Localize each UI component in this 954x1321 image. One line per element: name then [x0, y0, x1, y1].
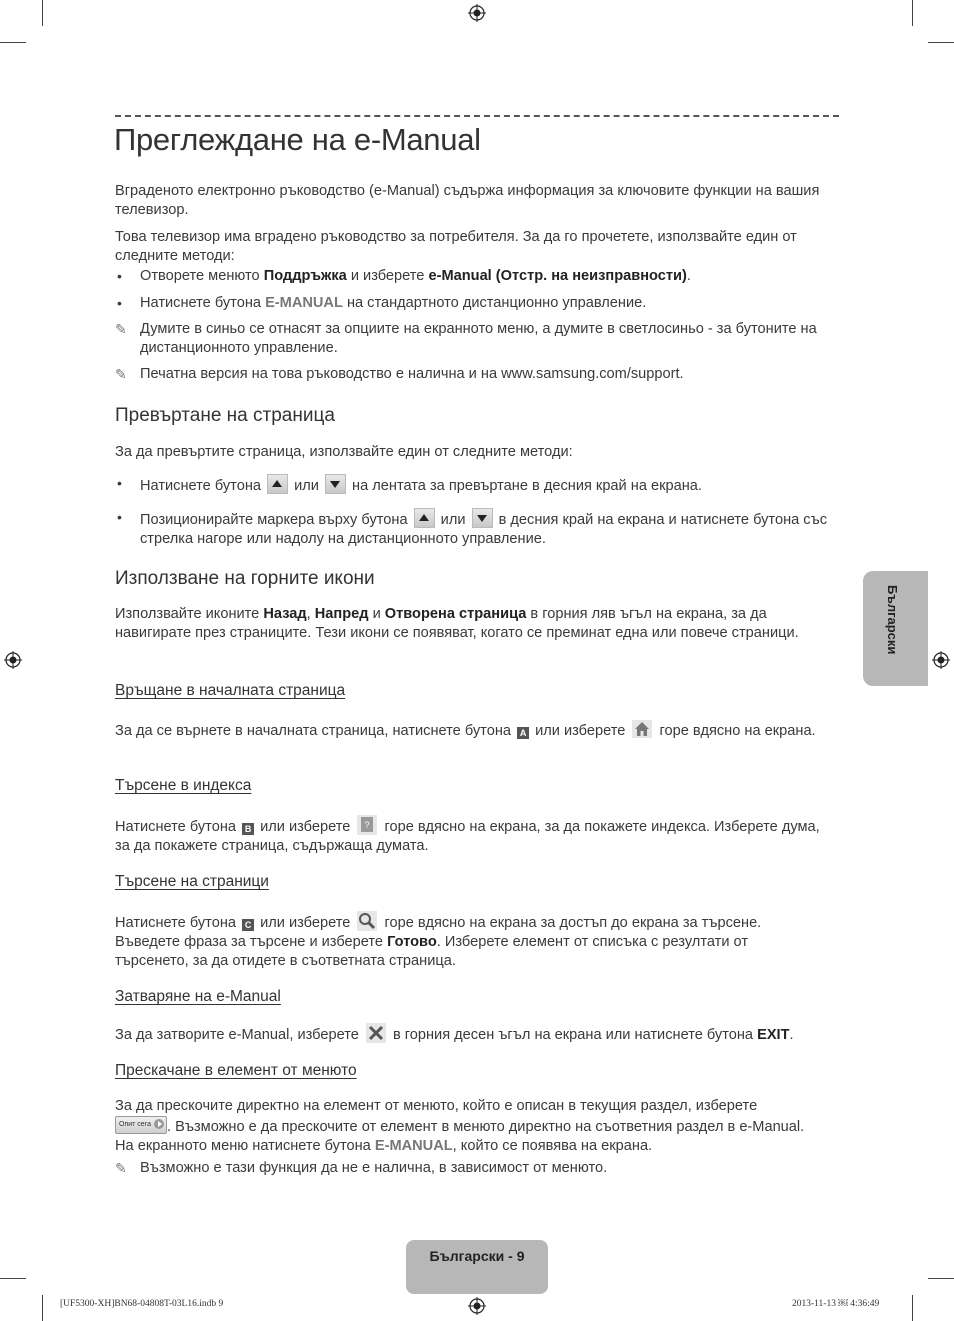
- search-icon: [356, 911, 378, 931]
- key-a-icon: A: [517, 727, 529, 739]
- section-heading-scroll: Превъртане на страница: [115, 405, 335, 426]
- footer-file-info: [UF5300-XH]BN68-04808T-03L16.indb 9: [60, 1299, 224, 1309]
- list-item-scroll-buttons: Натиснете бутона или на лентата за превъртане в десния край на екрана.: [140, 474, 840, 496]
- page-number-badge: [406, 1240, 548, 1294]
- intro-paragraph-methods: Това телевизор има вградено ръководство за потребителя. За да го прочетете, използвайте един от следните методи:: [115, 229, 797, 264]
- bullet-icon: •: [117, 295, 122, 311]
- svg-text:?: ?: [364, 820, 370, 830]
- language-side-tab: [863, 571, 928, 686]
- try-now-button: Опит сега: [115, 1116, 167, 1134]
- search-paragraph: Натиснете бутона C или изберете горе вдясно на екрана за достъп до екрана за търсене. Въведете фраза за търсене и изберете Готово. Изберете елемент от списъка с резултати от търсенето, за да отидете в съответната страница.: [115, 911, 815, 971]
- crop-mark: [928, 42, 954, 43]
- side-tab-label: Български: [885, 585, 900, 655]
- crop-mark: [42, 1295, 43, 1321]
- subheading-jump: Прескачане в елемент от менюто: [115, 1062, 357, 1079]
- scroll-intro: За да превъртите страница, използвайте един от следните методи:: [115, 444, 573, 460]
- list-item-emanual-button: Натиснете бутона E-MANUAL на стандартното дистанционно управление.: [140, 295, 647, 311]
- index-paragraph: Натиснете бутона B или изберете ? горе вдясно на екрана, за да покажете индекса. Изберете дума, за да покажете страница, съдържаща думата.: [115, 815, 835, 856]
- home-paragraph: За да се върнете в началната страница, натиснете бутона A или изберете горе вдясно на екрана.: [115, 719, 835, 741]
- scroll-up-icon: [414, 508, 435, 528]
- bullet-icon: •: [117, 268, 122, 284]
- list-item-support: Отворете менюто Поддръжка и изберете e-Manual (Отстр. на неизправности).: [140, 268, 691, 284]
- crop-mark: [0, 42, 26, 43]
- registration-mark-icon: [468, 4, 486, 22]
- crop-mark: [912, 0, 913, 26]
- crop-mark: [0, 1278, 26, 1279]
- footer-timestamp: 2013-11-13 ￼ 4:36:49: [792, 1299, 880, 1309]
- registration-mark-icon: [468, 1297, 486, 1315]
- subheading-home: Връщане в началната страница: [115, 682, 346, 699]
- home-icon: [631, 719, 653, 739]
- close-paragraph: За да затворите e-Manual, изберете в горния десен ъгъл на екрана или натиснете бутона EXIT.: [115, 1023, 855, 1045]
- note-pencil-icon: ✎: [115, 366, 127, 382]
- index-icon: [356, 815, 378, 835]
- subheading-search: Търсене на страници: [115, 873, 269, 890]
- note-pencil-icon: ✎: [115, 1160, 127, 1176]
- crop-mark: [42, 0, 43, 26]
- bullet-icon: •: [117, 475, 122, 491]
- title-rule: [115, 115, 839, 117]
- list-item-scroll-cursor: Позиционирайте маркера върху бутона или в десния край на екрана и натиснете бутона със стрелка нагоре или надолу на дистанционното управление.: [140, 508, 840, 549]
- crop-mark: [928, 1278, 954, 1279]
- registration-mark-icon: [4, 651, 22, 669]
- close-icon: [365, 1023, 387, 1043]
- intro-paragraph: Вграденото електронно ръководство (e-Manual) съдържа информация за ключовите функции на вашия телевизор.: [115, 183, 820, 218]
- page-number-label: Български - 9: [429, 1248, 525, 1264]
- scroll-down-icon: [472, 508, 493, 528]
- key-c-icon: C: [242, 919, 254, 931]
- jump-paragraph: За да прескочите директно на елемент от менюто, който е описан в текущия раздел, изберете Опит сега . Възможно е да прескочите от елемент в менюто директно на съответния раздел в e-Manual. На екранното меню натиснете бутона E-MANUAL, който се появява на екрана.: [115, 1098, 805, 1154]
- key-b-icon: B: [242, 823, 254, 835]
- bullet-icon: •: [117, 509, 122, 525]
- note-colors: Думите в синьо се отнасят за опциите на екранното меню, а думите в светлосиньо - за бутоните на дистанционното управление.: [140, 321, 817, 356]
- registration-mark-icon: [932, 651, 950, 669]
- scroll-up-icon: [267, 474, 288, 494]
- subheading-close: Затваряне на e-Manual: [115, 988, 281, 1005]
- note-print-version: Печатна версия на това ръководство е налична и на www.samsung.com/support.: [140, 366, 684, 382]
- note-availability: Възможно е тази функция да не е налична, в зависимост от менюто.: [140, 1160, 608, 1176]
- page-title: Преглеждане на e-Manual: [114, 122, 481, 157]
- top-icons-paragraph: Използвайте иконите Назад, Напред и Отворена страница в горния ляв ъгъл на екрана, за да навигирате през страниците. Тези икони се появяват, когато се преминат една или повече страници.: [115, 606, 799, 641]
- section-heading-top-icons: Използване на горните икони: [115, 568, 375, 589]
- subheading-index: Търсене в индекса: [115, 777, 252, 794]
- play-icon: [154, 1119, 164, 1129]
- note-pencil-icon: ✎: [115, 321, 127, 337]
- crop-mark: [912, 1295, 913, 1321]
- scroll-down-icon: [325, 474, 346, 494]
